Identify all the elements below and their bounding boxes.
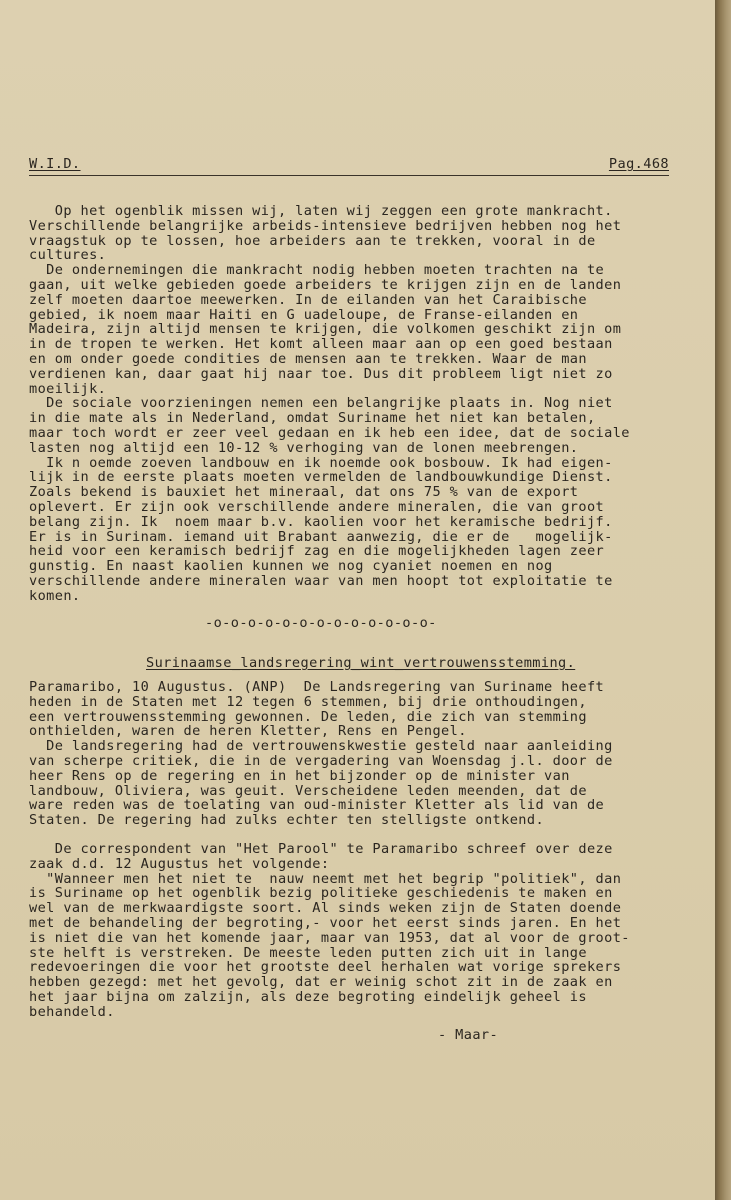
article-headline: Surinaamse_landsregering_wint_vertrouwensstemming. — [146, 655, 576, 671]
text-line: cultures. — [29, 247, 107, 264]
text-line: het jaar bijna om zalzijn, als deze begroting eindelijk geheel is — [29, 988, 587, 1005]
text-line: heden in de Staten met 12 tegen 6 stemmen, bij drie onthoudingen, — [29, 693, 587, 710]
section-separator: -o-o-o-o-o-o-o-o-o-o-o-o-o- — [205, 615, 437, 631]
text-line: van scherpe critiek, die in de vergadering van Woensdag j.l. door de — [29, 752, 613, 769]
text-line: De landsregering had de vertrouwenskwestie gesteld naar aanleiding — [29, 738, 613, 755]
text-line: zaak d.d. 12 Augustus het volgende: — [29, 855, 330, 872]
text-line: redevoeringen die voor het grootste deel herhalen wat vorige sprekers — [29, 959, 622, 976]
text-line: ste helft is verstreken. De meeste leden putten zich uit in lange — [29, 944, 587, 961]
page-number: Pag.468 — [608, 156, 669, 172]
page-binding-edge — [715, 0, 731, 1200]
text-line: heer Rens op de regering en in het bijzonder op de minister van — [29, 767, 570, 784]
article-paragraph-1 — [29, 680, 613, 828]
text-line: is niet die van het komende jaar, maar van 1953, dat al voor de groot- — [29, 929, 630, 946]
text-line: De correspondent van "Het Parool" te Paramaribo schreef over deze — [29, 841, 613, 857]
header-left: W.I.D. — [29, 156, 81, 172]
text-line: onthielden, waren de heren Kletter, Rens en Pengel. — [29, 723, 467, 740]
text-line: Er is in Surinam. iemand uit Brabant aanwezig, die er de mogelijk- — [29, 528, 613, 545]
text-line: lijk in de eerste plaats moeten vermelden de landbouwkundige Dienst. — [29, 469, 613, 486]
text-line: Ik n oemde zoeven landbouw en ik noemde ook bosbouw. Ik had eigen- — [29, 454, 613, 471]
text-line: gunstig. En naast kaolien kunnen we nog cyaniet noemen en nog — [29, 558, 553, 575]
text-line: Paramaribo, 10 Augustus. (ANP) De Landsregering van Suriname heeft — [29, 679, 605, 695]
text-line: Op het ogenblik missen wij, laten wij zeggen een grote mankracht. — [29, 203, 613, 219]
text-line: De ondernemingen die mankracht nodig hebben moeten trachten na te — [29, 262, 605, 279]
text-line: Madeira, zijn altijd mensen te krijgen, die volkomen geschikt zijn om — [29, 321, 622, 338]
text-line: heid voor een keramisch bedrijf zag en die mogelijkheden lagen zeer — [29, 543, 605, 560]
text-line: verdienen kan, daar gaat hij naar toe. Dus dit probleem ligt niet zo — [29, 365, 613, 382]
section-1-body — [29, 204, 630, 604]
text-line: met de behandeling der begroting,- voor het eerst sinds jaren. En het — [29, 914, 622, 931]
text-line: moeilijk. — [29, 380, 107, 397]
text-line: verschillende andere mineralen waar van men hoopt tot exploitatie te — [29, 572, 613, 589]
text-line: behandeld. — [29, 1003, 115, 1020]
text-line: gebied, ik noem maar Haiti en G uadeloupe, de Franse-eilanden en — [29, 306, 579, 323]
text-line: in die mate als in Nederland, omdat Suriname het niet kan betalen, — [29, 410, 596, 427]
header-rule — [29, 175, 669, 176]
text-line: belang zijn. Ik noem maar b.v. kaolien voor het keramische bedrijf. — [29, 513, 613, 530]
text-line: De sociale voorzieningen nemen een belangrijke plaats in. Nog niet — [29, 395, 613, 412]
article-paragraph-2 — [29, 842, 630, 1020]
text-line: maar toch wordt er zeer veel gedaan en ik heb een idee, dat de sociale — [29, 424, 630, 441]
text-line: is Suriname op het ogenblik bezig politieke geschiedenis te maken en — [29, 885, 613, 902]
text-line: hebben gezegd: met het gevolg, dat er weinig schot zit in de zaak en — [29, 974, 613, 991]
text-line: vraagstuk op te lossen, hoe arbeiders aan te trekken, vooral in de — [29, 232, 596, 249]
text-line: gaan, uit welke gebieden goede arbeiders te krijgen zijn en de landen — [29, 276, 622, 293]
text-line: Staten. De regering had zulks echter ten stelligste ontkend. — [29, 812, 545, 829]
text-line: landbouw, Oliviera, was geuit. Verscheidene leden meenden, dat de — [29, 782, 587, 799]
text-line: wel van de merkwaardigste soort. Al sinds weken zijn de Staten doende — [29, 900, 622, 917]
text-line: lasten nog altijd een 10-12 % verhoging van de lonen meebrengen. — [29, 439, 579, 456]
text-line: komen. — [29, 587, 81, 604]
continuation-marker: - Maar- — [438, 1027, 499, 1043]
text-line: ware reden was de toelating van oud-minister Kletter als lid van de — [29, 797, 605, 814]
text-line: Zoals bekend is bauxiet het mineraal, dat ons 75 % van de export — [29, 484, 579, 501]
text-line: in de tropen te werken. Het komt alleen maar aan op een goed bestaan — [29, 336, 613, 353]
text-line: Verschillende belangrijke arbeids-intensieve bedrijven hebben nog het — [29, 217, 622, 234]
text-line: "Wanneer men het niet te nauw neemt met het begrip "politiek", dan — [29, 870, 622, 887]
text-line: een vertrouwensstemming gewonnen. De leden, die zich van stemming — [29, 708, 587, 725]
text-line: oplevert. Er zijn ook verschillende andere mineralen, die van groot — [29, 498, 605, 515]
text-line: en om onder goede condities de mensen aan te trekken. Waar de man — [29, 350, 587, 367]
page-header — [29, 157, 669, 179]
text-line: zelf moeten daartoe meewerken. In de eilanden van het Caraibische — [29, 291, 587, 308]
